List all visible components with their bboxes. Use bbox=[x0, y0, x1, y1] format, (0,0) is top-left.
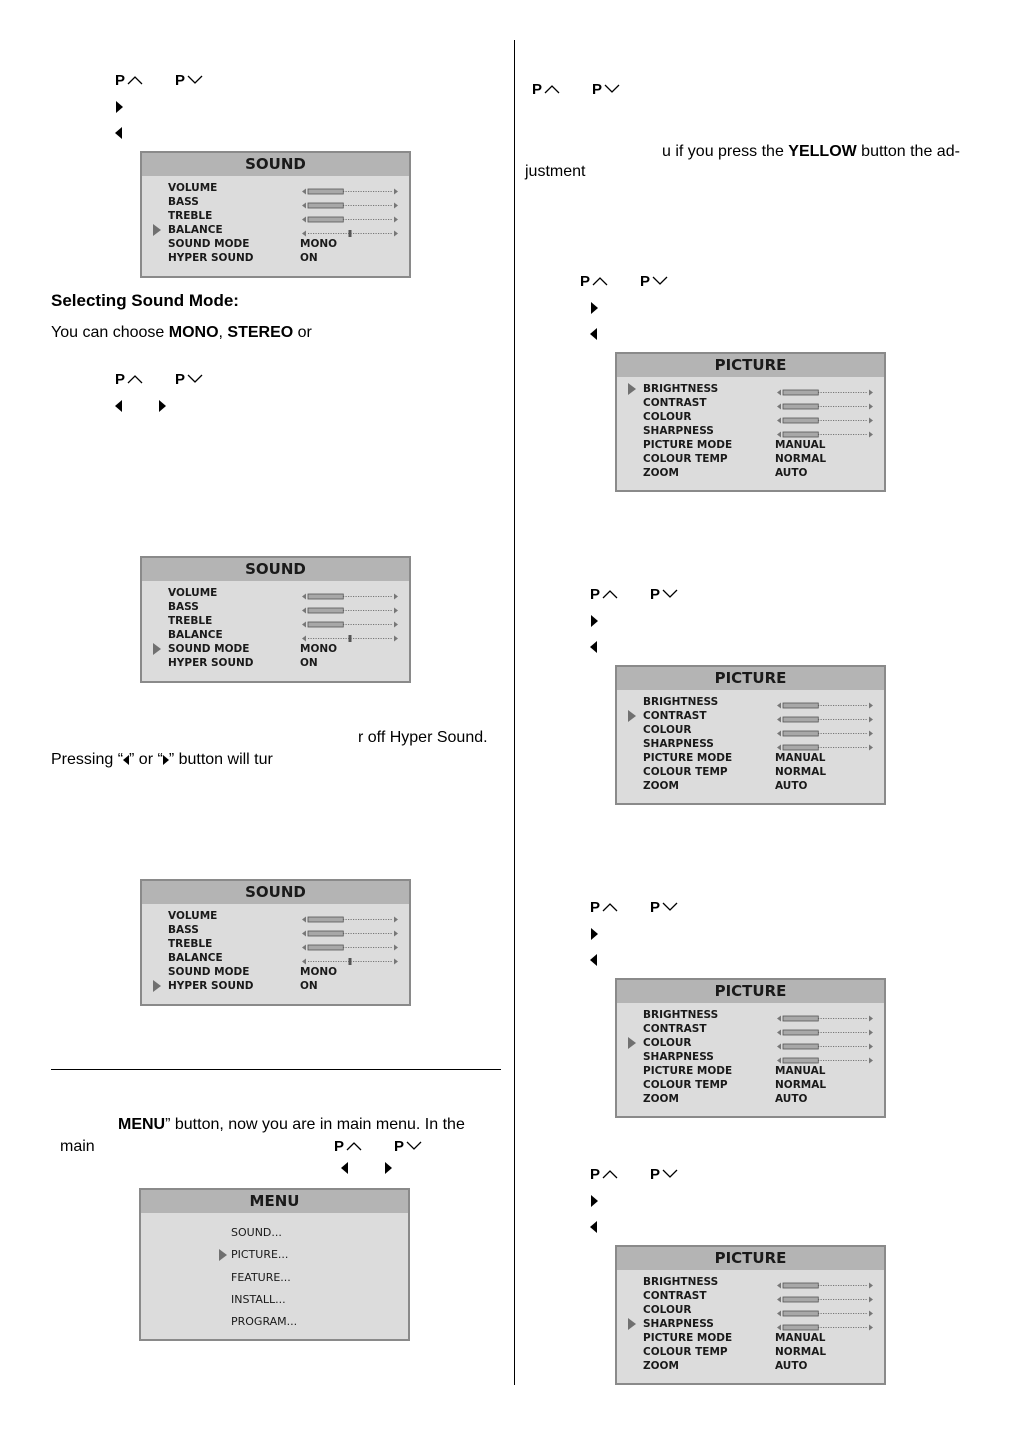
menu-row-value: MANUAL bbox=[775, 1332, 826, 1344]
menu-row-value: NORMAL bbox=[775, 1346, 827, 1358]
menu-row-label: ZOOM bbox=[643, 1093, 679, 1105]
program-up-key bbox=[590, 1166, 618, 1183]
menu-title: SOUND bbox=[142, 153, 409, 176]
chevron-down-icon bbox=[404, 1138, 422, 1155]
menu-row-sharpness bbox=[617, 1050, 884, 1064]
menu-row-colour bbox=[617, 1036, 884, 1050]
program-down-key bbox=[175, 371, 203, 388]
slider-bar bbox=[302, 913, 398, 920]
sound-menu-sound-mode bbox=[140, 556, 411, 683]
selection-cursor-icon bbox=[628, 383, 636, 395]
chevron-up-icon bbox=[344, 1138, 362, 1155]
menu-row-value: MANUAL bbox=[775, 1065, 826, 1077]
main-menu-item-label: FEATURE... bbox=[231, 1270, 291, 1284]
menu-row-label: BALANCE bbox=[168, 629, 223, 641]
menu-row-label: BRIGHTNESS bbox=[643, 696, 719, 708]
menu-row-label: SOUND MODE bbox=[168, 643, 250, 655]
slider-bar bbox=[302, 213, 398, 220]
menu-text-line1: MENU” button, now you are in main menu. In the bbox=[118, 1116, 465, 1133]
menu-title: PICTURE bbox=[617, 980, 884, 1003]
section-divider bbox=[51, 1069, 501, 1070]
menu-title: PICTURE bbox=[617, 354, 884, 377]
menu-row-hyper-sound bbox=[142, 656, 409, 670]
menu-row-volume bbox=[142, 586, 409, 600]
sound-menu-hyper-sound bbox=[140, 879, 411, 1006]
menu-row-label: CONTRAST bbox=[643, 397, 707, 409]
program-key-label: P bbox=[650, 586, 661, 603]
slider-bar bbox=[777, 1054, 873, 1061]
slider-bar bbox=[777, 1307, 873, 1314]
slider-bar bbox=[777, 699, 873, 706]
menu-row-sound-mode bbox=[142, 642, 409, 656]
picture-menu-sharpness bbox=[615, 1245, 886, 1385]
menu-row-zoom bbox=[617, 466, 884, 480]
column-divider bbox=[514, 40, 515, 1385]
menu-row-balance bbox=[142, 223, 409, 237]
menu-row-treble bbox=[142, 209, 409, 223]
menu-row-label: BALANCE bbox=[168, 952, 223, 964]
menu-row-label: PICTURE MODE bbox=[643, 439, 733, 451]
hyper-sound-text-line2: Pressing “ ” or “ ” button will tur bbox=[51, 751, 273, 768]
menu-row-label: BALANCE bbox=[168, 224, 223, 236]
menu-row-label: CONTRAST bbox=[643, 1023, 707, 1035]
program-up-key bbox=[590, 586, 618, 603]
main-menu-item bbox=[141, 1289, 408, 1311]
menu-row-contrast bbox=[617, 709, 884, 723]
menu-row-value: AUTO bbox=[775, 1093, 808, 1105]
left-arrow-icon bbox=[590, 954, 597, 966]
menu-row-label: COLOUR TEMP bbox=[643, 1079, 728, 1091]
chevron-up-icon bbox=[125, 72, 143, 89]
program-up-key bbox=[115, 371, 143, 388]
menu-row-brightness bbox=[617, 1275, 884, 1289]
chevron-down-icon bbox=[650, 273, 668, 290]
menu-row-treble bbox=[142, 614, 409, 628]
main-menu-item-label: SOUND... bbox=[231, 1226, 282, 1239]
left-arrow-icon bbox=[590, 1221, 597, 1233]
main-menu bbox=[139, 1188, 410, 1341]
menu-row-label: COLOUR TEMP bbox=[643, 453, 728, 465]
menu-row-label: TREBLE bbox=[168, 615, 213, 627]
menu-row-sharpness bbox=[617, 424, 884, 438]
menu-row-label: COLOUR bbox=[643, 1037, 692, 1049]
selection-cursor-icon bbox=[153, 643, 161, 655]
program-down-key bbox=[650, 586, 678, 603]
main-menu-item-label: PROGRAM... bbox=[231, 1315, 298, 1329]
menu-row-bass bbox=[142, 923, 409, 937]
right-arrow-icon bbox=[591, 928, 598, 940]
menu-row-value: MONO bbox=[300, 238, 338, 250]
menu-row-brightness bbox=[617, 1008, 884, 1022]
menu-row-contrast bbox=[617, 1022, 884, 1036]
menu-row-label: HYPER SOUND bbox=[168, 252, 254, 264]
slider-bar bbox=[777, 1321, 873, 1328]
menu-row-zoom bbox=[617, 1359, 884, 1373]
main-menu-title: MENU bbox=[141, 1190, 408, 1213]
menu-row-value: ON bbox=[300, 657, 318, 669]
program-up-key bbox=[532, 81, 560, 98]
main-menu-item-label: PICTURE... bbox=[231, 1248, 289, 1262]
program-nav-keys bbox=[334, 1138, 422, 1155]
menu-row-label: COLOUR bbox=[643, 411, 692, 423]
menu-row-label: COLOUR TEMP bbox=[643, 766, 728, 778]
slider-bar bbox=[302, 632, 398, 639]
menu-row-label: CONTRAST bbox=[643, 1290, 707, 1302]
menu-row-label: HYPER SOUND bbox=[168, 980, 254, 992]
menu-row-label: SHARPNESS bbox=[643, 738, 714, 750]
slider-bar bbox=[777, 386, 873, 393]
menu-row-value: MONO bbox=[300, 966, 338, 978]
slider-bar bbox=[777, 1293, 873, 1300]
program-key-label: P bbox=[650, 1166, 661, 1183]
menu-row-treble bbox=[142, 937, 409, 951]
program-key-label: P bbox=[590, 899, 601, 916]
menu-row-label: BASS bbox=[168, 196, 199, 208]
right-arrow-icon bbox=[385, 1162, 392, 1174]
menu-row-value: MANUAL bbox=[775, 752, 826, 764]
chevron-down-icon bbox=[660, 586, 678, 603]
menu-row-brightness bbox=[617, 695, 884, 709]
menu-row-balance bbox=[142, 951, 409, 965]
slider-bar bbox=[777, 1279, 873, 1286]
menu-row-label: TREBLE bbox=[168, 210, 213, 222]
program-key-label: P bbox=[334, 1138, 345, 1155]
menu-row-colour-temp bbox=[617, 1345, 884, 1359]
slider-bar bbox=[302, 185, 398, 192]
chevron-up-icon bbox=[600, 899, 618, 916]
section-title-sound-mode: Selecting Sound Mode: bbox=[51, 291, 239, 310]
program-down-key bbox=[592, 81, 620, 98]
program-key-label: P bbox=[175, 371, 186, 388]
program-down-key bbox=[650, 1166, 678, 1183]
menu-row-sharpness bbox=[617, 1317, 884, 1331]
right-arrow-icon bbox=[591, 1195, 598, 1207]
right-arrow-icon bbox=[159, 400, 166, 412]
menu-row-value: MANUAL bbox=[775, 439, 826, 451]
slider-bar bbox=[302, 604, 398, 611]
program-key-label: P bbox=[115, 371, 126, 388]
menu-row-colour bbox=[617, 1303, 884, 1317]
menu-row-label: ZOOM bbox=[643, 1360, 679, 1372]
menu-row-colour bbox=[617, 410, 884, 424]
selection-cursor-icon bbox=[628, 1318, 636, 1330]
menu-row-label: VOLUME bbox=[168, 587, 218, 599]
picture-menu-colour bbox=[615, 978, 886, 1118]
left-arrow-icon bbox=[341, 1162, 348, 1174]
menu-row-label: VOLUME bbox=[168, 182, 218, 194]
slider-bar bbox=[777, 1026, 873, 1033]
menu-row-zoom bbox=[617, 1092, 884, 1106]
menu-row-label: COLOUR bbox=[643, 724, 692, 736]
left-arrow-icon bbox=[590, 641, 597, 653]
menu-row-sound-mode bbox=[142, 237, 409, 251]
menu-row-label: ZOOM bbox=[643, 780, 679, 792]
slider-bar bbox=[302, 618, 398, 625]
selection-cursor-icon bbox=[153, 224, 161, 236]
menu-row-label: PICTURE MODE bbox=[643, 752, 733, 764]
menu-row-bass bbox=[142, 600, 409, 614]
left-arrow-icon bbox=[115, 400, 122, 412]
slider-bar bbox=[777, 414, 873, 421]
program-key-label: P bbox=[115, 72, 126, 89]
menu-row-balance bbox=[142, 628, 409, 642]
program-key-label: P bbox=[175, 72, 186, 89]
main-menu-item bbox=[141, 1222, 408, 1244]
program-key-label: P bbox=[532, 81, 543, 98]
slider-bar bbox=[777, 1012, 873, 1019]
selection-cursor-icon bbox=[628, 710, 636, 722]
menu-row-value: AUTO bbox=[775, 467, 808, 479]
slider-bar bbox=[777, 741, 873, 748]
slider-bar bbox=[777, 400, 873, 407]
program-nav-keys bbox=[590, 586, 678, 603]
menu-row-label: BRIGHTNESS bbox=[643, 383, 719, 395]
slider-bar bbox=[302, 199, 398, 206]
menu-row-label: SHARPNESS bbox=[643, 425, 714, 437]
menu-title: PICTURE bbox=[617, 1247, 884, 1270]
menu-row-label: SHARPNESS bbox=[643, 1051, 714, 1063]
chevron-down-icon bbox=[602, 81, 620, 98]
menu-row-value: AUTO bbox=[775, 780, 808, 792]
picture-menu-brightness bbox=[615, 352, 886, 492]
chevron-up-icon bbox=[125, 371, 143, 388]
menu-row-brightness bbox=[617, 382, 884, 396]
sound-mode-description: You can choose MONO, STEREO or bbox=[51, 324, 312, 341]
menu-row-value: ON bbox=[300, 980, 318, 992]
menu-row-sharpness bbox=[617, 737, 884, 751]
slider-bar bbox=[777, 428, 873, 435]
menu-row-label: PICTURE MODE bbox=[643, 1332, 733, 1344]
menu-row-label: SHARPNESS bbox=[643, 1318, 714, 1330]
slider-bar bbox=[777, 1040, 873, 1047]
menu-row-contrast bbox=[617, 1289, 884, 1303]
program-key-label: P bbox=[590, 586, 601, 603]
main-menu-item bbox=[141, 1311, 408, 1333]
right-arrow-icon bbox=[591, 302, 598, 314]
program-up-key bbox=[115, 72, 143, 89]
menu-row-colour-temp bbox=[617, 452, 884, 466]
program-key-label: P bbox=[590, 1166, 601, 1183]
main-menu-item-label: INSTALL... bbox=[231, 1292, 286, 1306]
chevron-up-icon bbox=[590, 273, 608, 290]
program-key-label: P bbox=[650, 899, 661, 916]
menu-row-volume bbox=[142, 909, 409, 923]
menu-row-picture-mode bbox=[617, 1064, 884, 1078]
program-key-label: P bbox=[640, 273, 651, 290]
chevron-down-icon bbox=[660, 899, 678, 916]
program-up-key bbox=[334, 1138, 362, 1155]
menu-row-label: ZOOM bbox=[643, 467, 679, 479]
menu-row-hyper-sound bbox=[142, 979, 409, 993]
menu-row-label: TREBLE bbox=[168, 938, 213, 950]
left-arrow-icon bbox=[115, 127, 122, 139]
menu-row-zoom bbox=[617, 779, 884, 793]
picture-menu-contrast bbox=[615, 665, 886, 805]
hyper-sound-text-line1: r off Hyper Sound. bbox=[358, 729, 488, 746]
menu-row-value: ON bbox=[300, 252, 318, 264]
yellow-button-text-line2: justment bbox=[525, 163, 586, 180]
chevron-down-icon bbox=[185, 72, 203, 89]
menu-row-value: MONO bbox=[300, 643, 338, 655]
selection-cursor-icon bbox=[219, 1249, 227, 1261]
program-nav-keys bbox=[532, 81, 620, 98]
program-down-key bbox=[394, 1138, 422, 1155]
yellow-button-text-line1: u if you press the YELLOW button the ad- bbox=[662, 143, 960, 160]
menu-row-label: BRIGHTNESS bbox=[643, 1009, 719, 1021]
menu-row-label: BASS bbox=[168, 924, 199, 936]
program-down-key bbox=[175, 72, 203, 89]
menu-row-label: COLOUR TEMP bbox=[643, 1346, 728, 1358]
menu-row-contrast bbox=[617, 396, 884, 410]
menu-row-label: VOLUME bbox=[168, 910, 218, 922]
menu-row-bass bbox=[142, 195, 409, 209]
slider-bar bbox=[777, 713, 873, 720]
menu-row-label: PICTURE MODE bbox=[643, 1065, 733, 1077]
menu-row-label: SOUND MODE bbox=[168, 238, 250, 250]
menu-row-colour-temp bbox=[617, 765, 884, 779]
program-nav-keys bbox=[115, 72, 203, 89]
menu-row-picture-mode bbox=[617, 438, 884, 452]
menu-row-volume bbox=[142, 181, 409, 195]
program-nav-keys bbox=[580, 273, 668, 290]
menu-row-value: NORMAL bbox=[775, 766, 827, 778]
menu-row-hyper-sound bbox=[142, 251, 409, 265]
chevron-up-icon bbox=[600, 586, 618, 603]
menu-title: PICTURE bbox=[617, 667, 884, 690]
slider-bar bbox=[302, 927, 398, 934]
menu-title: SOUND bbox=[142, 881, 409, 904]
selection-cursor-icon bbox=[153, 980, 161, 992]
menu-row-value: NORMAL bbox=[775, 1079, 827, 1091]
menu-row-sound-mode bbox=[142, 965, 409, 979]
program-key-label: P bbox=[394, 1138, 405, 1155]
program-key-label: P bbox=[592, 81, 603, 98]
slider-bar bbox=[302, 590, 398, 597]
menu-row-picture-mode bbox=[617, 751, 884, 765]
program-nav-keys bbox=[115, 371, 203, 388]
menu-row-label: CONTRAST bbox=[643, 710, 707, 722]
menu-text-line2: main bbox=[60, 1138, 95, 1155]
menu-row-label: BRIGHTNESS bbox=[643, 1276, 719, 1288]
slider-bar bbox=[302, 955, 398, 962]
chevron-up-icon bbox=[542, 81, 560, 98]
right-arrow-icon bbox=[116, 101, 123, 113]
chevron-up-icon bbox=[600, 1166, 618, 1183]
selection-cursor-icon bbox=[628, 1037, 636, 1049]
program-down-key bbox=[640, 273, 668, 290]
program-nav-keys bbox=[590, 1166, 678, 1183]
menu-row-label: BASS bbox=[168, 601, 199, 613]
menu-row-picture-mode bbox=[617, 1331, 884, 1345]
chevron-down-icon bbox=[185, 371, 203, 388]
program-nav-keys bbox=[590, 899, 678, 916]
menu-row-label: HYPER SOUND bbox=[168, 657, 254, 669]
program-up-key bbox=[580, 273, 608, 290]
main-menu-item bbox=[141, 1267, 408, 1289]
menu-row-value: NORMAL bbox=[775, 453, 827, 465]
main-menu-item bbox=[141, 1244, 408, 1266]
menu-row-colour-temp bbox=[617, 1078, 884, 1092]
slider-bar bbox=[777, 727, 873, 734]
program-up-key bbox=[590, 899, 618, 916]
sound-menu-balance bbox=[140, 151, 411, 278]
right-arrow-icon bbox=[591, 615, 598, 627]
left-arrow-icon bbox=[590, 328, 597, 340]
program-down-key bbox=[650, 899, 678, 916]
menu-title: SOUND bbox=[142, 558, 409, 581]
menu-row-value: AUTO bbox=[775, 1360, 808, 1372]
slider-bar bbox=[302, 227, 398, 234]
program-key-label: P bbox=[580, 273, 591, 290]
slider-bar bbox=[302, 941, 398, 948]
menu-row-colour bbox=[617, 723, 884, 737]
menu-row-label: COLOUR bbox=[643, 1304, 692, 1316]
chevron-down-icon bbox=[660, 1166, 678, 1183]
menu-row-label: SOUND MODE bbox=[168, 966, 250, 978]
